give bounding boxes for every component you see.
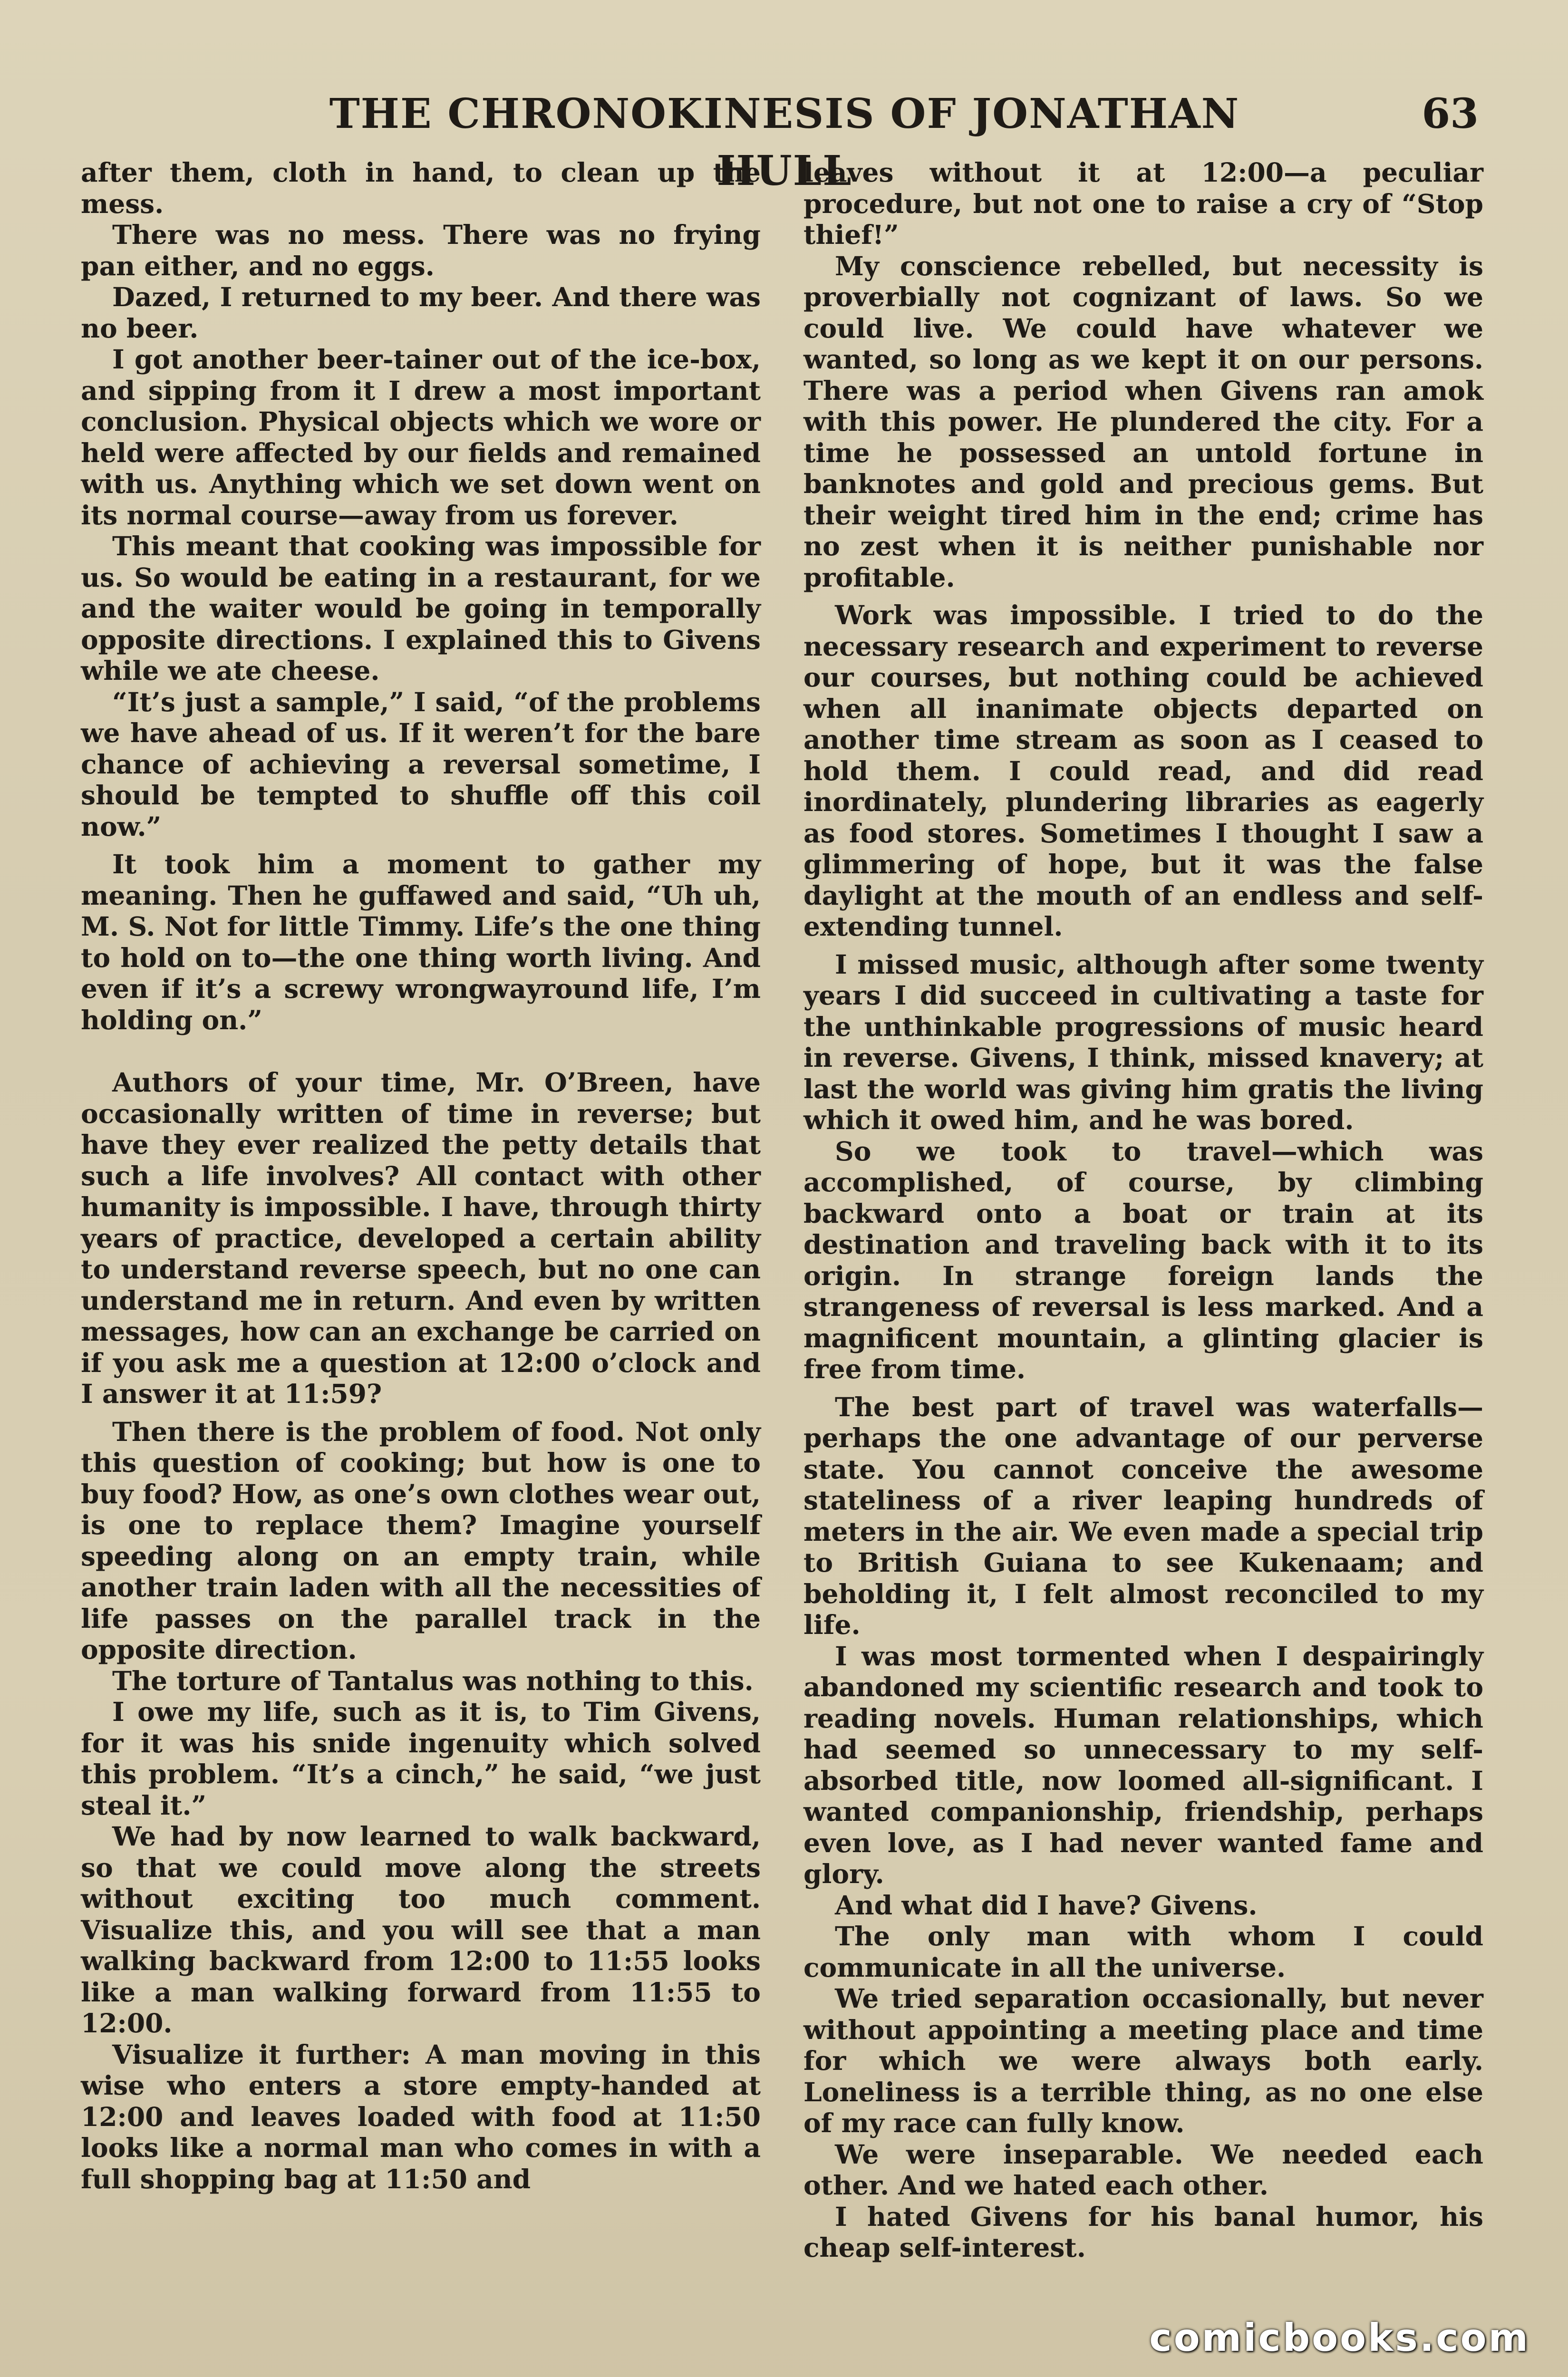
running-title: THE CHRONOKINESIS OF JONATHAN HULL [329,90,1240,195]
paragraph: after them, cloth in hand, to clean up the mess. [81,157,761,219]
paragraph: The torture of Tantalus was nothing to this. [112,1665,754,1696]
paragraph: It took him a moment to gather my meaning. Then he guffawed and said, “Uh uh, M. S. Not for little Timmy. Life’s the one thing to hold on to—the one thing worth living. And even if it’s a screwy wrongwayround life, I’m holding on.” [81,849,761,1035]
paragraph: Authors of your time, Mr. O’Breen, have occasionally written of time in reverse; but have they ever realized the petty details that such a life involves? All contact with other humanity is impossible. I have, through thirty years of practice, developed a certain ability to understand reverse speech, but no one can understand me in return. And even by written messages, how can an exchange be carried on if you ask me a question at 12:00 o’clock and I answer it at 11:59? [81,1067,761,1409]
paragraph: Then there is the problem of food. Not only this question of cooking; but how is one to buy food? How, as one’s own clothes wear out, is one to replace them? Imagine yourself speeding along on an empty train, while another train laden with all the necessities of life passes on the parallel track in the opposite direction. [81,1416,761,1665]
paragraph: I was most tormented when I despairingly abandoned my scientific research and took to reading novels. Human relationships, which had seemed so unnecessary to my self-absorbed title, now loomed all-significant. I wanted companionship, friendship, perhaps even love, as I had never wanted fame and glory. [803,1640,1483,1889]
paragraph: And what did I have? Givens. [835,1889,1258,1921]
watermark: comicbooks.com [1149,2316,1530,2360]
paragraph: leaves without it at 12:00—a peculiar procedure, but not one to raise a cry of “Stop thief!” [803,157,1483,250]
left-column [81,157,761,2194]
paragraph: Dazed, I returned to my beer. And there was no beer. [81,281,761,344]
paragraph: My conscience rebelled, but necessity is proverbially not cognizant of laws. So we could live. We could have whatever we wanted, so long as we kept it on our persons. There was a period when Givens ran amok with this power. He plundered the city. For a time he possessed an untold fortune in banknotes and gold and precious gems. But their weight tired him in the end; crime has no zest when it is neither punishable nor profitable. [803,250,1483,593]
paragraph: I hated Givens for his banal humor, his cheap self-interest. [803,2201,1483,2263]
paragraph: Work was impossible. I tried to do the necessary research and experiment to reverse our courses, but nothing could be achieved when all inanimate objects departed on another time stream as soon as I ceased to hold them. I could read, and did read inordinately, plundering libraries as eagerly as food stores. Sometimes I thought I saw a glimmering of hope, but it was the false daylight at the mouth of an endless and self-extending tunnel. [803,599,1483,942]
paragraph: The only man with whom I could communicate in all the universe. [803,1921,1483,1983]
paragraph: I got another beer-tainer out of the ice-box, and sipping from it I drew a most important conclusion. Physical objects which we wore or held were affected by our fields and remained with us. Anything which we set down went on its normal course—away from us forever. [81,344,761,531]
paragraph: I owe my life, such as it is, to Tim Givens, for it was his snide ingenuity which solved this problem. “It’s a cinch,” he said, “we just steal it.” [81,1696,761,1821]
paragraph: We were inseparable. We needed each other. And we hated each other. [803,2138,1483,2201]
right-column [803,157,1483,2263]
page-number: 63 [1422,90,1479,138]
paragraph: This meant that cooking was impossible for us. So would be eating in a restaurant, for we and the waiter would be going in temporally opposite directions. I explained this to Givens while we ate cheese. [81,531,761,686]
paragraph: Visualize it further: A man moving in this wise who enters a store empty-handed at 12:00 and leaves loaded with food at 11:50 looks like a normal man who comes in with a full shopping bag at 11:50 and [81,2039,761,2194]
paragraph: So we took to travel—which was accomplished, of course, by climbing backward onto a boat or train at its destination and traveling back with it to its origin. In strange foreign lands the strangeness of reversal is less marked. And a magnificent mountain, a glinting glacier is free from time. [803,1135,1483,1384]
paragraph: We had by now learned to walk backward, so that we could move along the streets without exciting too much comment. Visualize this, and you will see that a man walking backward from 12:00 to 11:55 looks like a man walking forward from 11:55 to 12:00. [81,1821,761,2039]
paragraph: “It’s just a sample,” I said, “of the problems we have ahead of us. If it weren’t for the bare chance of achieving a reversal sometime, I should be tempted to shuffle off this coil now.” [81,686,761,842]
paragraph: I missed music, although after some twenty years I did succeed in cultivating a taste for the unthinkable progressions of music heard in reverse. Givens, I think, missed knavery; at last the world was giving him gratis the living which it owed him, and he was bored. [803,948,1483,1135]
paragraph: We tried separation occasionally, but never without appointing a meeting place and time for which we were always both early. Loneliness is a terrible thing, as no one else of my race can fully know. [803,1983,1483,2138]
paragraph: There was no mess. There was no frying pan either, and no eggs. [81,219,761,281]
paragraph: The best part of travel was waterfalls—perhaps the one advantage of our perverse state. You cannot conceive the awesome stateliness of a river leaping hundreds of meters in the air. We even made a special trip to British Guiana to see Kukenaam; and beholding it, I felt almost reconciled to my life. [803,1391,1483,1640]
